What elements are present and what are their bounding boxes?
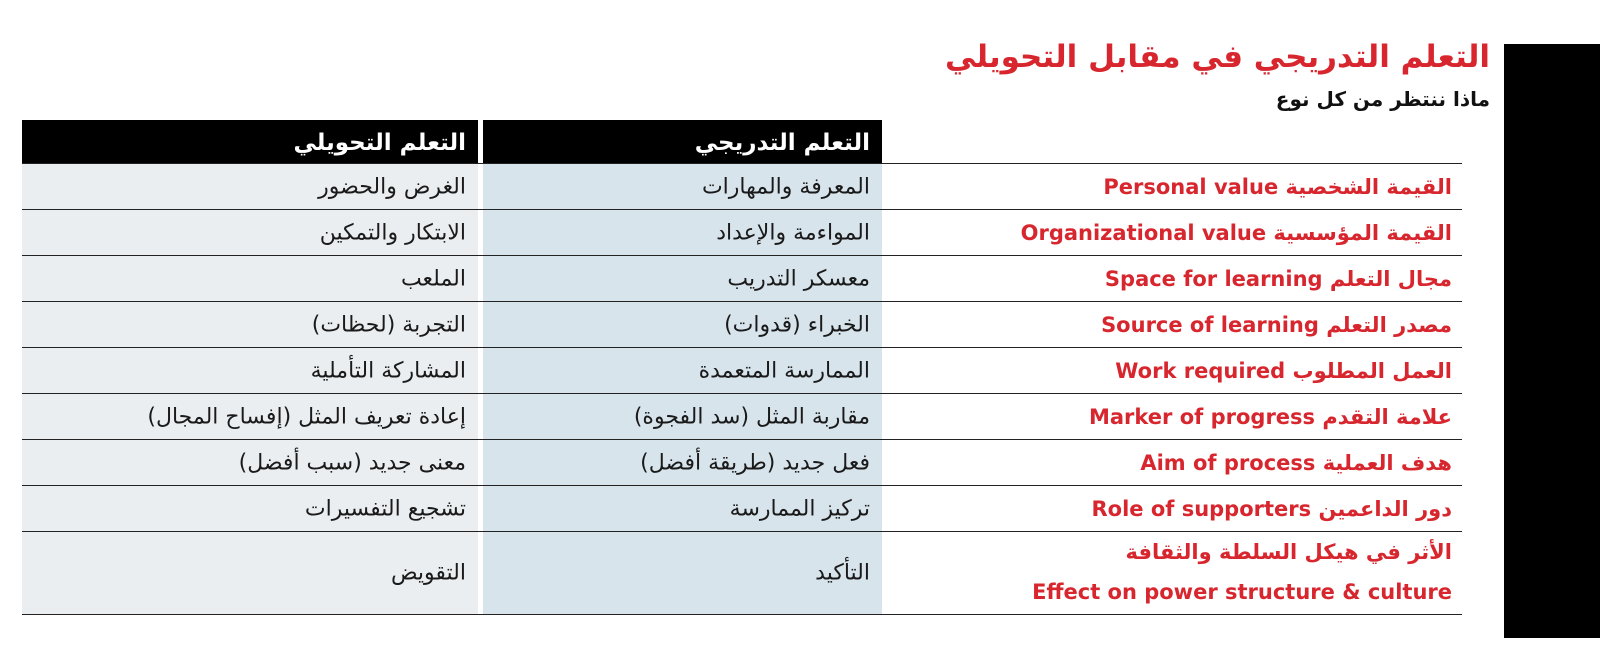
- row-label-cell: [888, 440, 1462, 485]
- cell-transformational-text: الملعب: [400, 266, 466, 291]
- table-row: [22, 393, 1462, 439]
- cell-transformational: [22, 210, 478, 255]
- table-row: [22, 347, 1462, 393]
- cell-transformational: [22, 256, 478, 301]
- cell-incremental-text: المعرفة والمهارات: [701, 174, 870, 199]
- header-transformational-label: التعلم التحويلي: [293, 130, 466, 156]
- row-label: علامة التقدم Marker of progress: [1088, 404, 1452, 429]
- cell-incremental-text: التأكيد: [815, 560, 870, 586]
- header-incremental: [483, 120, 882, 167]
- header-incremental-label: التعلم التدريجي: [694, 130, 870, 156]
- row-label-cell: [888, 394, 1462, 439]
- page-title: التعلم التدريجي في مقابل التحويلي: [944, 39, 1490, 75]
- cell-incremental-text: مقاربة المثل (سد الفجوة): [633, 404, 870, 429]
- page-subtitle: ماذا ننتظر من كل نوع: [1275, 87, 1490, 111]
- row-label-cell: [888, 532, 1462, 614]
- table-row: [22, 255, 1462, 301]
- table-row: [22, 485, 1462, 531]
- table-row: [22, 531, 1462, 615]
- cell-incremental-text: الخبراء (قدوات): [724, 312, 870, 337]
- row-label-cell: [888, 486, 1462, 531]
- cell-incremental: [483, 210, 882, 255]
- cell-incremental: [483, 394, 882, 439]
- cell-transformational-text: التجربة (لحظات): [311, 312, 466, 337]
- row-label: دور الداعمين Role of supporters: [1091, 496, 1452, 521]
- side-black-bar: [1504, 44, 1600, 638]
- cell-transformational-text: تشجيع التفسيرات: [304, 496, 466, 521]
- cell-incremental-text: معسكر التدريب: [727, 266, 870, 291]
- cell-transformational-text: معنى جديد (سبب أفضل): [238, 450, 466, 475]
- row-label: العمل المطلوب Work required: [1115, 358, 1452, 383]
- table-row: [22, 301, 1462, 347]
- row-label-arabic: الأثر في هيكل السلطة والثقافة: [1125, 540, 1452, 564]
- cell-incremental: [483, 486, 882, 531]
- cell-incremental-text: المواءمة والإعداد: [716, 220, 870, 245]
- cell-transformational: [22, 440, 478, 485]
- table-row: [22, 163, 1462, 209]
- cell-transformational: [22, 486, 478, 531]
- row-label-cell: [888, 164, 1462, 209]
- cell-incremental: [483, 348, 882, 393]
- table-row: [22, 439, 1462, 485]
- cell-transformational: [22, 302, 478, 347]
- cell-incremental: [483, 302, 882, 347]
- cell-transformational-text: الغرض والحضور: [318, 174, 466, 199]
- cell-incremental: [483, 256, 882, 301]
- comparison-table: [22, 120, 1462, 635]
- cell-incremental-text: تركيز الممارسة: [729, 496, 870, 521]
- cell-transformational-text: المشاركة التأملية: [310, 358, 466, 383]
- cell-incremental-text: فعل جديد (طريقة أفضل): [640, 450, 870, 475]
- row-label: هدف العملية Aim of process: [1140, 450, 1452, 475]
- cell-transformational: [22, 532, 478, 614]
- cell-transformational-text: التقويض: [390, 560, 466, 586]
- row-label-english: Effect on power structure & culture: [1032, 580, 1452, 604]
- table-row: [22, 209, 1462, 255]
- cell-transformational: [22, 164, 478, 209]
- row-label: مصدر التعلم Source of learning: [1101, 312, 1452, 337]
- header-transformational: [22, 120, 478, 167]
- cell-transformational-text: الابتكار والتمكين: [319, 220, 466, 245]
- cell-incremental-text: الممارسة المتعمدة: [698, 358, 870, 383]
- cell-transformational: [22, 348, 478, 393]
- cell-transformational-text: إعادة تعريف المثل (إفساح المجال): [147, 404, 466, 429]
- row-label-cell: [888, 302, 1462, 347]
- cell-incremental: [483, 440, 882, 485]
- row-label-cell: [888, 210, 1462, 255]
- row-label-cell: [888, 256, 1462, 301]
- cell-transformational: [22, 394, 478, 439]
- cell-incremental: [483, 532, 882, 614]
- row-label: مجال التعلم Space for learning: [1104, 266, 1452, 291]
- row-label: القيمة الشخصية Personal value: [1103, 174, 1452, 199]
- cell-incremental: [483, 164, 882, 209]
- row-label-cell: [888, 348, 1462, 393]
- row-label: القيمة المؤسسية Organizational value: [1020, 220, 1452, 245]
